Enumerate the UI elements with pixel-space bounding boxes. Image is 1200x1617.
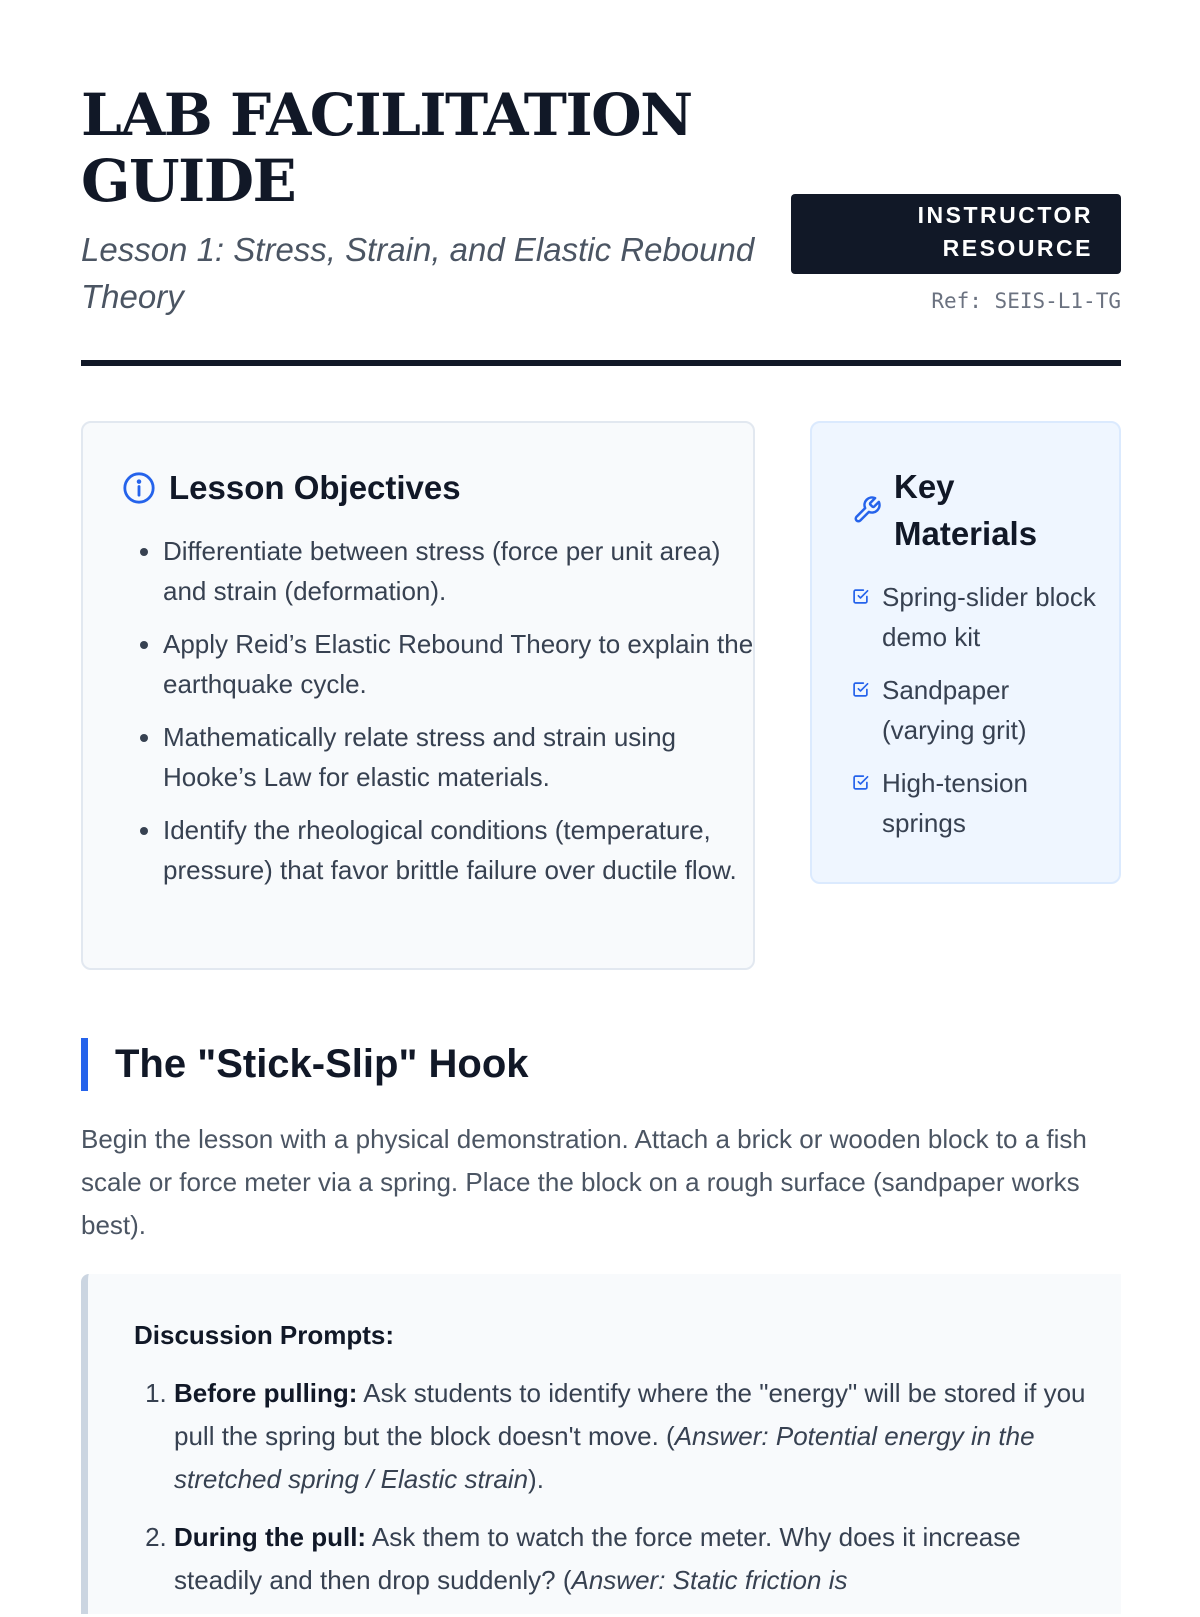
material-item — [852, 670, 1107, 750]
instructor-resource-badge: INSTRUCTOR RESOURCE — [791, 194, 1121, 274]
material-label: High-tension springs — [882, 768, 1028, 838]
prompt-text: Ask students to identify where the "energy" will be stored if you pull the spring but the block doesn't move. ( — [174, 1378, 1086, 1451]
hook-intro-paragraph: Begin the lesson with a physical demonstration. Attach a brick or wooden block to a fish scale or force meter via a spring. Place the block on a rough surface (sandpaper works best). — [81, 1124, 1087, 1240]
prompt-item — [174, 1516, 1104, 1602]
prompt-answer: Answer: Static friction is — [571, 1565, 848, 1595]
material-label: Sandpaper (varying grit) — [882, 675, 1027, 745]
reference-code: Ref: SEIS-L1-TG — [931, 289, 1121, 313]
key-materials-card — [810, 421, 1121, 884]
discussion-prompts-list — [134, 1372, 1104, 1617]
objective-item: • Identify the rheological conditions (temperature, pressure) that favor brittle failure over ductile flow. — [163, 810, 763, 890]
info-icon — [122, 471, 156, 505]
objectives-title: Lesson Objectives — [169, 469, 461, 506]
discussion-prompts-box — [81, 1274, 1121, 1614]
material-item — [852, 763, 1107, 843]
material-label: Spring-slider block demo kit — [882, 582, 1096, 652]
lesson-subtitle: Lesson 1: Stress, Strain, and Elastic Rebound Theory — [81, 231, 755, 315]
prompt-lead: During the pull: — [174, 1522, 367, 1552]
materials-list — [852, 577, 1107, 856]
prompt-text: Ask them to watch the force meter. Why does it increase steadily and then drop suddenly? ( — [174, 1522, 1021, 1595]
wrench-icon — [852, 495, 882, 525]
section-accent-bar — [81, 1038, 88, 1091]
lesson-objectives-card — [81, 421, 755, 970]
hook-section-title: The "Stick-Slip" Hook — [115, 1042, 529, 1086]
header-divider — [81, 360, 1121, 366]
prompt-answer: Answer: Potential energy in the stretched spring / Elastic strain — [174, 1421, 1035, 1494]
checkbox-icon — [852, 681, 869, 698]
objective-item: • Mathematically relate stress and strain using Hooke’s Law for elastic materials. — [163, 717, 763, 797]
document-title: LAB FACILITATION GUIDE — [81, 81, 692, 215]
objectives-list — [123, 531, 763, 903]
objective-item: • Apply Reid’s Elastic Rebound Theory to explain the earthquake cycle. — [163, 624, 763, 704]
material-item — [852, 577, 1107, 657]
checkbox-icon — [852, 588, 869, 605]
prompt-item — [174, 1372, 1104, 1501]
prompt-tail: ). — [528, 1464, 544, 1494]
objective-item: • Differentiate between stress (force per unit area) and strain (deformation). — [163, 531, 763, 611]
checkbox-icon — [852, 774, 869, 791]
prompt-lead: Before pulling: — [174, 1378, 358, 1408]
discussion-prompts-title: Discussion Prompts: — [134, 1320, 395, 1350]
materials-title: Key Materials — [894, 468, 1038, 552]
